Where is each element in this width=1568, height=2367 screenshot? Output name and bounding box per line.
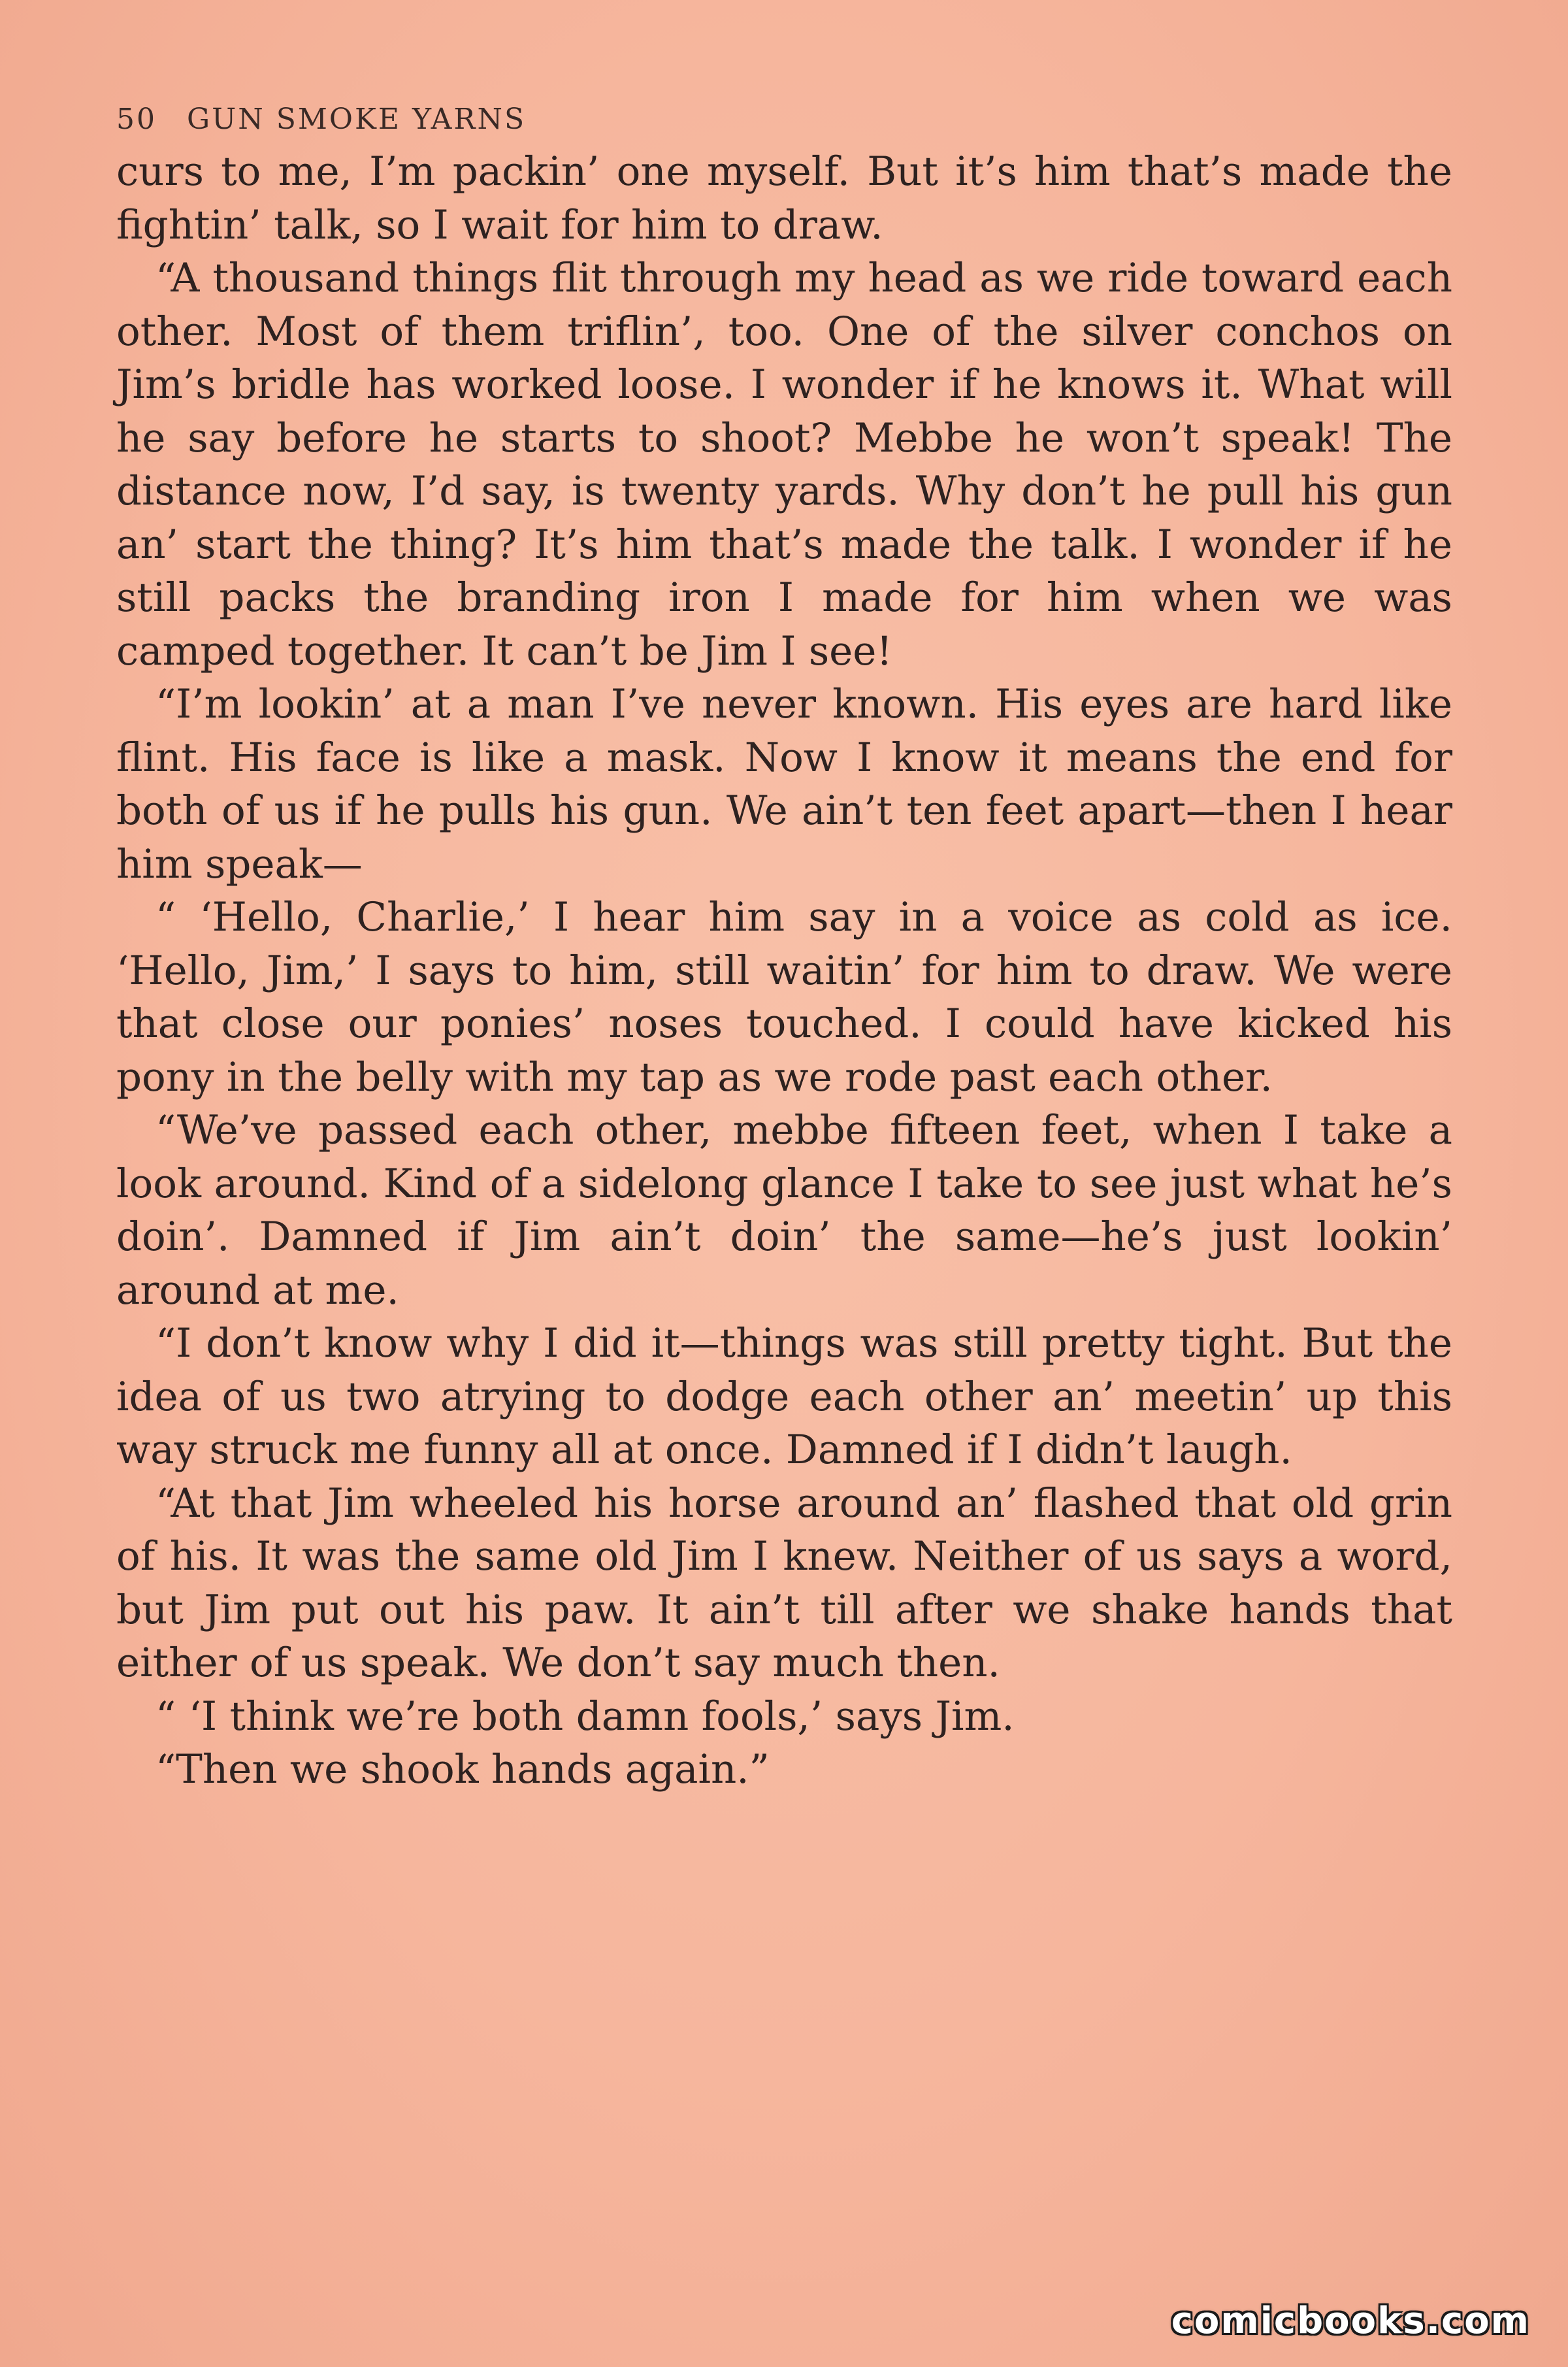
watermark-logo: comicbooks.com bbox=[1171, 2300, 1530, 2342]
paragraph-7: “At that Jim wheeled his horse around an’ flashed that old grin of his. It was the same old Jim I knew. Neither of us says a word, but Jim put out his paw. It ain’t till after we shake hands that either of us speak. We don’t say much then. bbox=[116, 1480, 1452, 1686]
running-head bbox=[116, 97, 526, 142]
body-text bbox=[116, 145, 1452, 1796]
paragraph-1: curs to me, I’m packin’ one myself. But it’s him that’s made the fightin’ talk, so I wait for him to draw. bbox=[116, 148, 1452, 248]
paragraph-2: “A thousand things flit through my head as we ride toward each other. Most of them triflin’, too. One of the silver conchos on Jim’s bridle has worked loose. I wonder if he knows it. What will he say before he starts to shoot? Mebbe he won’t speak! The distance now, I’d say, is twenty yards. Why don’t he pull his gun an’ start the thing? It’s him that’s made the talk. I wonder if he still packs the branding iron I made for him when we was camped together. It can’t be Jim I see! bbox=[116, 255, 1452, 674]
paragraph-8: “ ‘I think we’re both damn fools,’ says Jim. bbox=[155, 1693, 1015, 1740]
page-number: 50 bbox=[116, 103, 157, 136]
paragraph-5: “We’ve passed each other, mebbe fifteen feet, when I take a look around. Kind of a sidelong glance I take to see just what he’s doin’. Damned if Jim ain’t doin’ the same—he’s just lookin’ around at me. bbox=[116, 1107, 1452, 1314]
paragraph-6: “I don’t know why I did it—things was still pretty tight. But the idea of us two atrying to dodge each other an’ meetin’ up this way struck me funny all at once. Damned if I didn’t laugh. bbox=[116, 1320, 1452, 1473]
paragraph-4: “ ‘Hello, Charlie,’ I hear him say in a voice as cold as ice. ‘Hello, Jim,’ I says to him, still waitin’ for him to draw. We were that close our ponies’ noses touched. I could have kicked his pony in the belly with my tap as we rode past each other. bbox=[116, 894, 1452, 1101]
paragraph-9: “Then we shook hands again.” bbox=[155, 1746, 770, 1793]
book-title: GUN SMOKE YARNS bbox=[187, 103, 527, 136]
paragraph-3: “I’m lookin’ at a man I’ve never known. His eyes are hard like flint. His face is like a mask. Now I know it means the end for both of us if he pulls his gun. We ain’t ten feet apart—then I hear him speak— bbox=[116, 681, 1452, 887]
